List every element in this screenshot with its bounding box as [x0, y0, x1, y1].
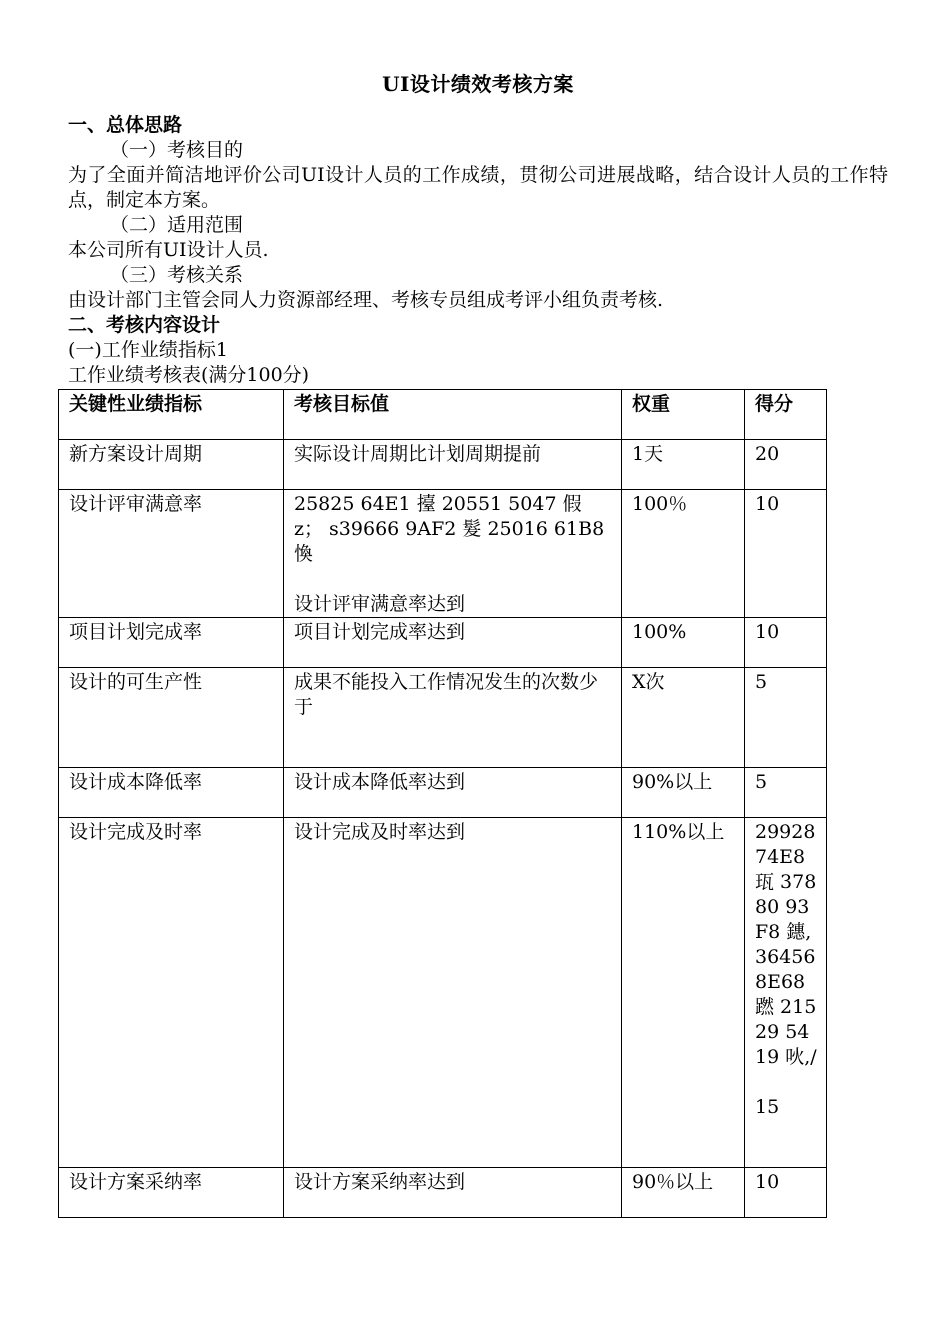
- document-title: UI设计绩效考核方案: [382, 72, 574, 96]
- cell-indicator: 设计的可生产性: [59, 668, 284, 768]
- subheading-relation: （三）考核关系: [110, 264, 244, 286]
- cell-indicator: 设计方案采纳率: [59, 1168, 284, 1218]
- subheading-performance: (一)工作业绩指标1: [68, 339, 228, 361]
- cell-target: 设计成本降低率达到: [284, 768, 622, 818]
- cell-indicator: 设计成本降低率: [59, 768, 284, 818]
- table-row: [59, 768, 827, 818]
- cell-indicator: 设计评审满意率: [59, 490, 284, 618]
- table-row: [59, 490, 827, 618]
- cell-indicator: 新方案设计周期: [59, 440, 284, 490]
- cell-target: 设计完成及时率达到: [284, 818, 622, 1168]
- header-indicator: 关键性业绩指标: [59, 390, 284, 440]
- header-score: 得分: [745, 390, 827, 440]
- header-target: 考核目标值: [284, 390, 622, 440]
- cell-score: 10: [745, 618, 827, 668]
- paragraph-relation: 由设计部门主管会同人力资源部经理、考核专员组成考评小组负责考核.: [68, 289, 664, 311]
- table-row: [59, 668, 827, 768]
- cell-score: 5: [745, 768, 827, 818]
- cell-target: 项目计划完成率达到: [284, 618, 622, 668]
- paragraph-purpose: 为了全面并简洁地评价公司UI设计人员的工作成绩，贯彻公司进展战略，结合设计人员的工作特点，制定本方案。: [68, 164, 888, 211]
- cell-score: 10: [745, 1168, 827, 1218]
- cell-weight: 90％以上: [622, 1168, 745, 1218]
- paragraph-scope: 本公司所有UI设计人员.: [68, 239, 269, 261]
- cell-score: 10: [745, 490, 827, 618]
- cell-indicator: 设计完成及时率: [59, 818, 284, 1168]
- cell-indicator: 项目计划完成率: [59, 618, 284, 668]
- cell-weight: 1天: [622, 440, 745, 490]
- table-caption: 工作业绩考核表(满分100分): [68, 364, 310, 386]
- table-row: [59, 618, 827, 668]
- cell-score: 20: [745, 440, 827, 490]
- section-heading-overview: 一、总体思路: [68, 114, 183, 136]
- cell-target: 成果不能投入工作情况发生的次数少于: [284, 668, 622, 768]
- cell-weight: 90%以上: [622, 768, 745, 818]
- table-row: [59, 440, 827, 490]
- cell-weight: 100%: [622, 618, 745, 668]
- cell-target: 实际设计周期比计划周期提前: [284, 440, 622, 490]
- cell-score: 5: [745, 668, 827, 768]
- cell-target: 设计方案采纳率达到: [284, 1168, 622, 1218]
- document-page: [68, 72, 888, 388]
- table-row: [59, 818, 827, 1168]
- cell-weight: 110%以上: [622, 818, 745, 1168]
- section-heading-content: 二、考核内容设计: [68, 314, 221, 336]
- table-row: [59, 1168, 827, 1218]
- header-weight: 权重: [622, 390, 745, 440]
- cell-weight: 100％: [622, 490, 745, 618]
- subheading-purpose: （一）考核目的: [110, 139, 244, 161]
- table-header-row: [59, 390, 827, 440]
- cell-score: 29928 74E8 珁 37880 93F8 鏸,36456 8E68 蹨 21529 5419 吙,/ 15: [745, 818, 827, 1168]
- cell-weight: X次: [622, 668, 745, 768]
- cell-target: 25825 64E1 擡 20551 5047 假 z； s39666 9AF2 髮 25016 61B8 愌 设计评审满意率达到: [284, 490, 622, 618]
- subheading-scope: （二）适用范围: [110, 214, 244, 236]
- performance-table: [58, 389, 827, 1218]
